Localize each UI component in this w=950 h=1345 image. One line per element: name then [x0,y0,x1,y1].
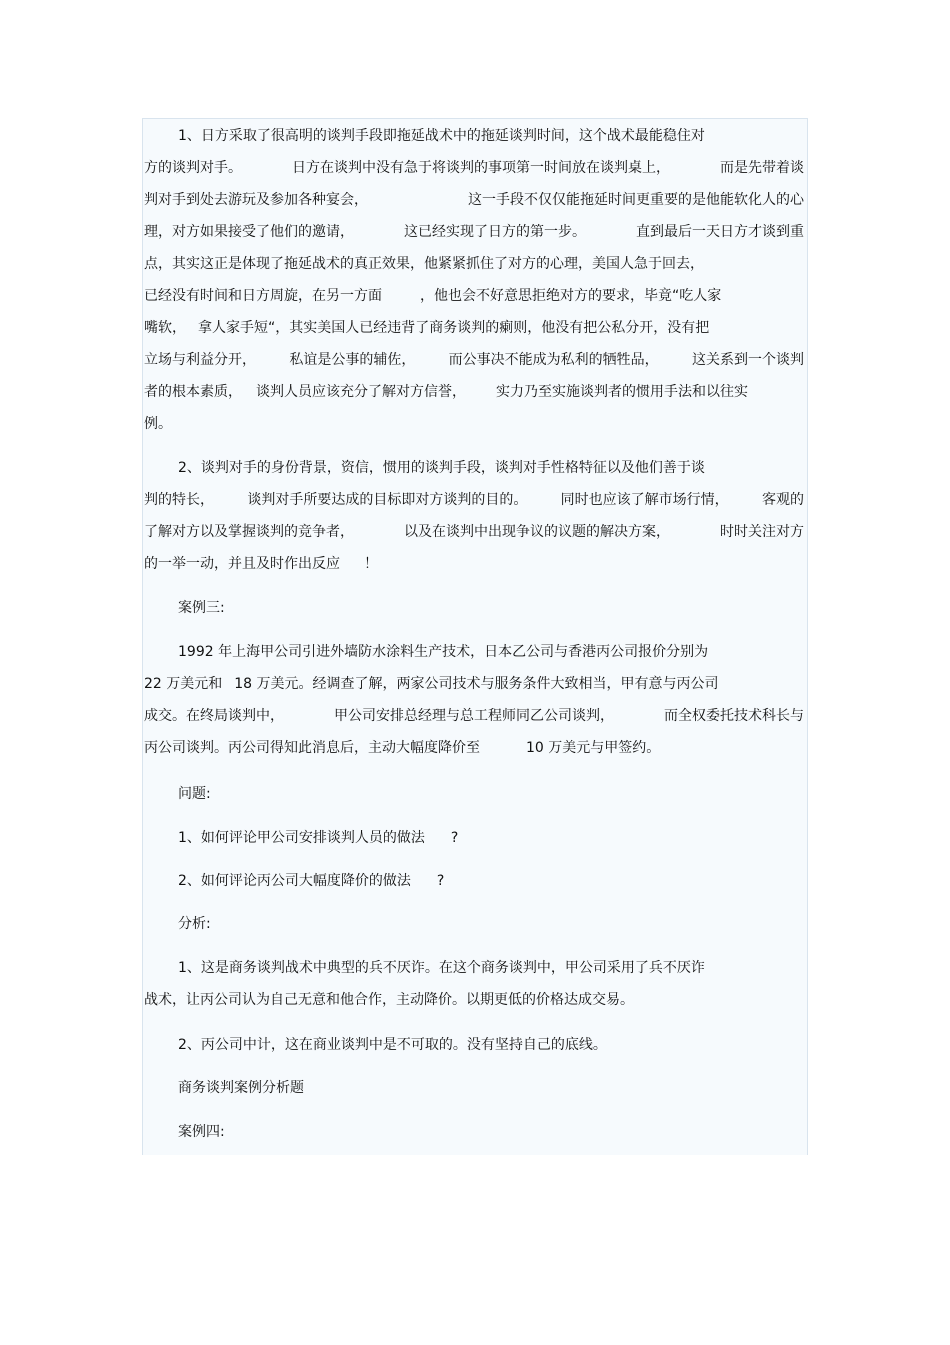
para1-line-3: 判对手到处去游玩及参加各种宴会， 这一手段不仅仅能拖延时间更重要的是他能软化人的心 [144,192,804,208]
para1-line-9: 者的根本素质， 谈判人员应该充分了解对方信誉， 实力乃至实施谈判者的惯用手法和以往实 [144,384,748,400]
para2-line-4: 的一举一动，并且及时作出反应 ！ [144,556,378,572]
case3-line-4: 丙公司谈判。丙公司得知此消息后，主动大幅度降价至 10 万美元与甲签约。 [144,740,661,756]
analysis-1-line-1: 1、这是商务谈判战术中典型的兵不厌诈。在这个商务谈判中，甲公司采用了兵不厌诈 [178,960,705,976]
para1-line-1: 1、日方采取了很高明的谈判手段即拖延战术中的拖延谈判时间，这个战术最能稳住对 [178,128,705,144]
analysis-1-line-2: 战术，让丙公司认为自己无意和他合作，主动降价。以期更低的价格达成交易。 [144,992,634,1008]
para1-line-7: 嘴软， 拿人家手短“，其实美国人已经违背了商务谈判的瘌则，他没有把公私分开，没有把 [144,320,710,336]
section-title: 商务谈判案例分析题 [178,1080,304,1096]
analysis-title: 分析: [178,916,211,932]
case4-title: 案例四: [178,1124,225,1140]
para1-line-4: 理，对方如果接受了他们的邀请， 这已经实现了日方的第一步。 直到最后一天日方才谈到重 [144,224,804,240]
para1-line-8: 立场与利益分开， 私谊是公事的辅佐， 而公事决不能成为私利的牺牲品， 这关系到一个谈判 [144,352,804,368]
case3-title: 案例三: [178,600,225,616]
question-2: 2、如何评论丙公司大幅度降价的做法 ? [178,873,445,889]
para2-line-3: 了解对方以及掌握谈判的竞争者， 以及在谈判中出现争议的议题的解决方案， 时时关注对方 [144,524,804,540]
case3-line-3: 成交。在终局谈判中， 甲公司安排总经理与总工程师同乙公司谈判， 而全权委托技术科长与 [144,708,804,724]
questions-title: 问题: [178,786,211,802]
para2-line-1: 2、谈判对手的身份背景，资信，惯用的谈判手段，谈判对手性格特征以及他们善于谈 [178,460,705,476]
para1-line-6: 已经没有时间和日方周旋，在另一方面 ，他也会不好意思拒绝对方的要求，毕竟“吃人家 [144,288,722,304]
analysis-2: 2、丙公司中计，这在商业谈判中是不可取的。没有坚持自己的底线。 [178,1037,607,1053]
para1-line-10: 例。 [144,416,172,432]
case3-line-2: 22 万美元和 18 万美元。经调查了解，两家公司技术与服务条件大致相当，甲有意与丙公司 [144,676,719,692]
para2-line-2: 判的特长， 谈判对手所要达成的目标即对方谈判的目的。 同时也应该了解市场行情， 客观的 [144,492,804,508]
question-1: 1、如何评论甲公司安排谈判人员的做法 ? [178,830,459,846]
para1-line-5: 点，其实这正是体现了拖延战术的真正效果，他紧紧抓住了对方的心理，美国人急于回去， [144,256,704,272]
case3-line-1: 1992 年上海甲公司引进外墙防水涂料生产技术，日本乙公司与香港丙公司报价分别为 [178,644,709,660]
para1-line-2: 方的谈判对手。 日方在谈判中没有急于将谈判的事项第一时间放在谈判桌上， 而是先带着谈 [144,160,804,176]
